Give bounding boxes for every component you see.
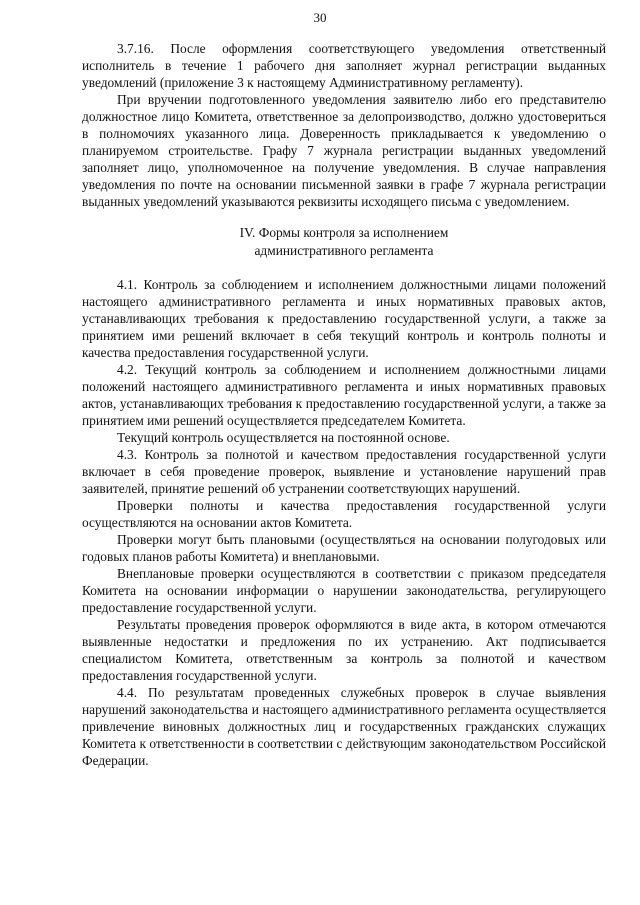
paragraph-delivery: При вручении подготовленного уведомления заявителю либо его представителю должностное лицо Комитета, ответственное за делопроизводство, должно удостовериться в полномочиях указанного лица. Доверенность прикладывается к уведомлению о планируемом строительстве. Графу 7 журнала регистрации выданных уведомлений заполняет лицо, уполномоченное на получение уведомления. В случае направления уведомления по почте на основании письменной заявки в графе 7 журнала регистрации выданных уведомлений указываются реквизиты исходящего письма с уведомлением. — [82, 92, 606, 209]
paragraph-4-1: 4.1. Контроль за соблюдением и исполнением должностными лицами положений настоящего административного регламента и иных нормативных правовых актов, устанавливающих требования к предоставлению государственной услуги, а также за принятием ими решений включает в себя текущий контроль и контроль полноты и качества предоставления государственной услуги. — [82, 277, 606, 360]
section-title-line-1: IV. Формы контроля за исполнением — [239, 225, 449, 240]
paragraph-4-3: 4.3. Контроль за полнотой и качеством предоставления государственной услуги включает в себя проведение проверок, выявление и установление нарушений прав заявителей, принятие решений об устранении соответствующих нарушений. — [82, 447, 606, 496]
paragraph-inspections-basis: Проверки полноты и качества предоставления государственной услуги осуществляются на основании актов Комитета. — [82, 498, 606, 530]
section-title — [82, 224, 606, 260]
section-title-line-2: административного регламента — [254, 243, 434, 258]
document-body — [82, 40, 606, 769]
paragraph-4-2: 4.2. Текущий контроль за соблюдением и исполнением должностными лицами положений настоящего административного регламента и иных нормативных правовых актов, устанавливающих требования к предоставлению государственной услуги, а также за принятием ими решений осуществляется председателем Комитета. — [82, 362, 606, 428]
paragraph-3-7-16: 3.7.16. После оформления соответствующего уведомления ответственный исполнитель в течение 1 рабочего дня заполняет журнал регистрации выданных уведомлений (приложение 3 к настоящему Административному регламенту). — [82, 41, 606, 90]
paragraph-current-control: Текущий контроль осуществляется на постоянной основе. — [117, 430, 450, 445]
paragraph-inspections-types: Проверки могут быть плановыми (осуществляться на основании полугодовых или годовых планов работы Комитета) и внеплановыми. — [82, 532, 606, 564]
page-number: 30 — [313, 10, 327, 25]
paragraph-inspection-results: Результаты проведения проверок оформляются в виде акта, в котором отмечаются выявленные недостатки и предложения по их устранению. Акт подписывается специалистом Комитета, ответственным за контроль за полнотой и качеством предоставления государственной услуги. — [82, 617, 606, 683]
paragraph-4-4: 4.4. По результатам проведенных служебных проверок в случае выявления нарушений законодательства и настоящего административного регламента осуществляется привлечение виновных должностных лиц и государственных гражданских служащих Комитета к ответственности в соответствии с действующим законодательством Российской Федерации. — [82, 685, 606, 768]
paragraph-unscheduled-inspections: Внеплановые проверки осуществляются в соответствии с приказом председателя Комитета на основании информации о нарушении законодательства, регулирующего предоставление государственной услуги. — [82, 566, 606, 615]
